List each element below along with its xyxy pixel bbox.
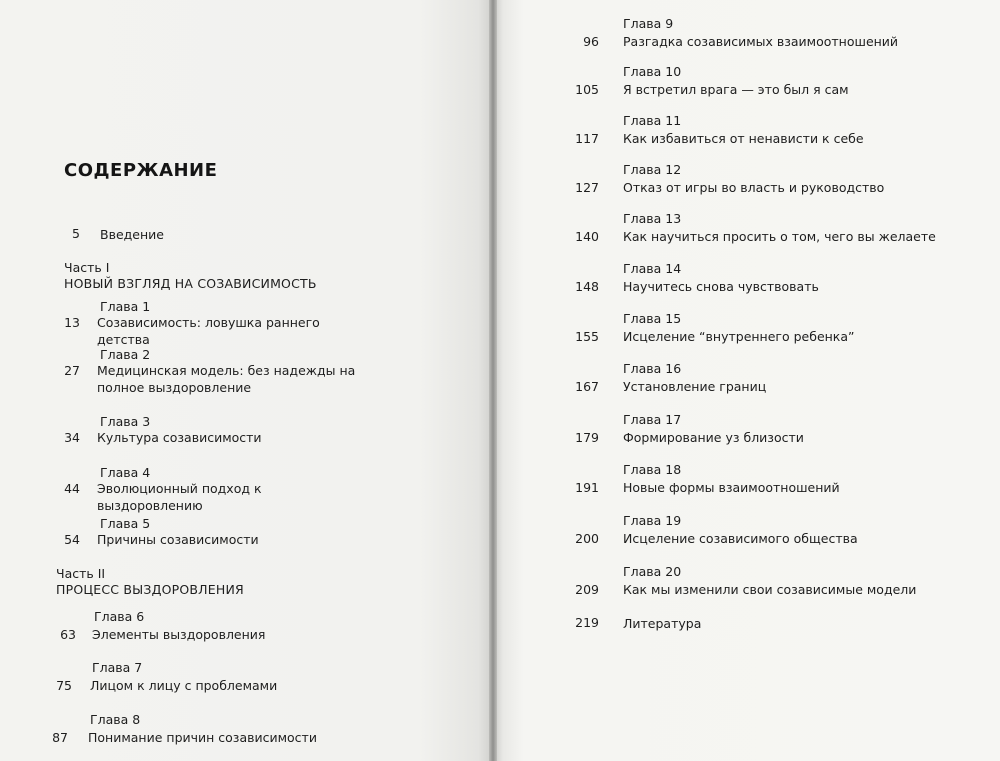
page-number: 34 xyxy=(64,430,80,445)
entry-title: Формирование уз близости xyxy=(623,430,804,445)
entry-title: Понимание причин созависимости xyxy=(88,730,317,745)
right-page xyxy=(493,0,1000,761)
entry-title: Введение xyxy=(100,227,164,242)
chapter-label: Глава 3 xyxy=(100,414,151,429)
page-number: 105 xyxy=(575,82,599,97)
entry-title: Установление границ xyxy=(623,379,767,394)
page-title: СОДЕРЖАНИЕ xyxy=(64,160,218,181)
entry-title: Как избавиться от ненависти к себе xyxy=(623,131,864,146)
page-number: 148 xyxy=(575,279,599,294)
part-heading-2 xyxy=(56,566,476,598)
entry-title: Как мы изменили свои созависимые модели xyxy=(623,582,917,597)
entry-title: Культура созависимости xyxy=(97,430,262,445)
page-number: 191 xyxy=(575,480,599,495)
page-number: 219 xyxy=(575,615,599,630)
chapter-label: Глава 6 xyxy=(94,609,145,624)
part-label: Часть I xyxy=(64,260,110,275)
chapter-label: Глава 12 xyxy=(623,162,682,177)
entry-title: Лицом к лицу с проблемами xyxy=(90,678,278,693)
page-number: 44 xyxy=(64,481,80,496)
page-number: 167 xyxy=(575,379,599,394)
part-label: Часть II xyxy=(56,566,106,581)
page-number: 155 xyxy=(575,329,599,344)
chapter-label: Глава 16 xyxy=(623,361,682,376)
entry-title: Эволюционный подход к выздоровлению xyxy=(97,481,262,513)
entry-title: Отказ от игры во власть и руководство xyxy=(623,180,885,195)
page-number: 87 xyxy=(52,730,68,745)
entry-title: Исцеление “внутреннего ребенка” xyxy=(623,329,855,344)
chapter-label: Глава 20 xyxy=(623,564,682,579)
page-number: 140 xyxy=(575,229,599,244)
chapter-label: Глава 8 xyxy=(90,712,141,727)
chapter-label: Глава 1 xyxy=(100,299,151,314)
chapter-label: Глава 18 xyxy=(623,462,682,477)
part-name: ПРОЦЕСС ВЫЗДОРОВЛЕНИЯ xyxy=(56,582,244,597)
book-gutter xyxy=(489,0,497,761)
chapter-label: Глава 19 xyxy=(623,513,682,528)
page-number: 127 xyxy=(575,180,599,195)
entry-title: Литература xyxy=(623,616,702,631)
page-number: 63 xyxy=(60,627,76,642)
entry-title: Причины созависимости xyxy=(97,532,259,547)
entry-title: Я встретил врага — это был я сам xyxy=(623,82,849,97)
chapter-label: Глава 9 xyxy=(623,16,674,31)
chapter-label: Глава 15 xyxy=(623,311,682,326)
entry-title: Медицинская модель: без надежды на полное выздоровление xyxy=(97,363,356,395)
chapter-label: Глава 10 xyxy=(623,64,682,79)
entry-title: Разгадка созависимых взаимоотношений xyxy=(623,34,899,49)
chapter-label: Глава 2 xyxy=(100,347,151,362)
page-number: 54 xyxy=(64,532,80,547)
chapter-label: Глава 17 xyxy=(623,412,682,427)
page-number: 209 xyxy=(575,582,599,597)
page-number: 96 xyxy=(583,34,599,49)
chapter-label: Глава 13 xyxy=(623,211,682,226)
entry-title: Научитесь снова чувствовать xyxy=(623,279,819,294)
chapter-label: Глава 11 xyxy=(623,113,682,128)
part-heading-1 xyxy=(64,260,484,292)
chapter-label: Глава 5 xyxy=(100,516,151,531)
left-page xyxy=(0,0,493,761)
page-number: 13 xyxy=(64,315,80,330)
chapter-label: Глава 4 xyxy=(100,465,151,480)
entry-title: Созависимость: ловушка раннего детства xyxy=(97,315,320,347)
entry-title: Новые формы взаимоотношений xyxy=(623,480,840,495)
page-number: 75 xyxy=(56,678,72,693)
entry-title: Элементы выздоровления xyxy=(92,627,266,642)
page-number: 5 xyxy=(72,226,80,241)
part-name: НОВЫЙ ВЗГЛЯД НА СОЗАВИСИМОСТЬ xyxy=(64,276,317,291)
page-number: 27 xyxy=(64,363,80,378)
chapter-label: Глава 7 xyxy=(92,660,143,675)
page-number: 117 xyxy=(575,131,599,146)
page-number: 200 xyxy=(575,531,599,546)
page-number: 179 xyxy=(575,430,599,445)
entry-title: Исцеление созависимого общества xyxy=(623,531,858,546)
chapter-label: Глава 14 xyxy=(623,261,682,276)
entry-title: Как научиться просить о том, чего вы желаете xyxy=(623,229,936,244)
